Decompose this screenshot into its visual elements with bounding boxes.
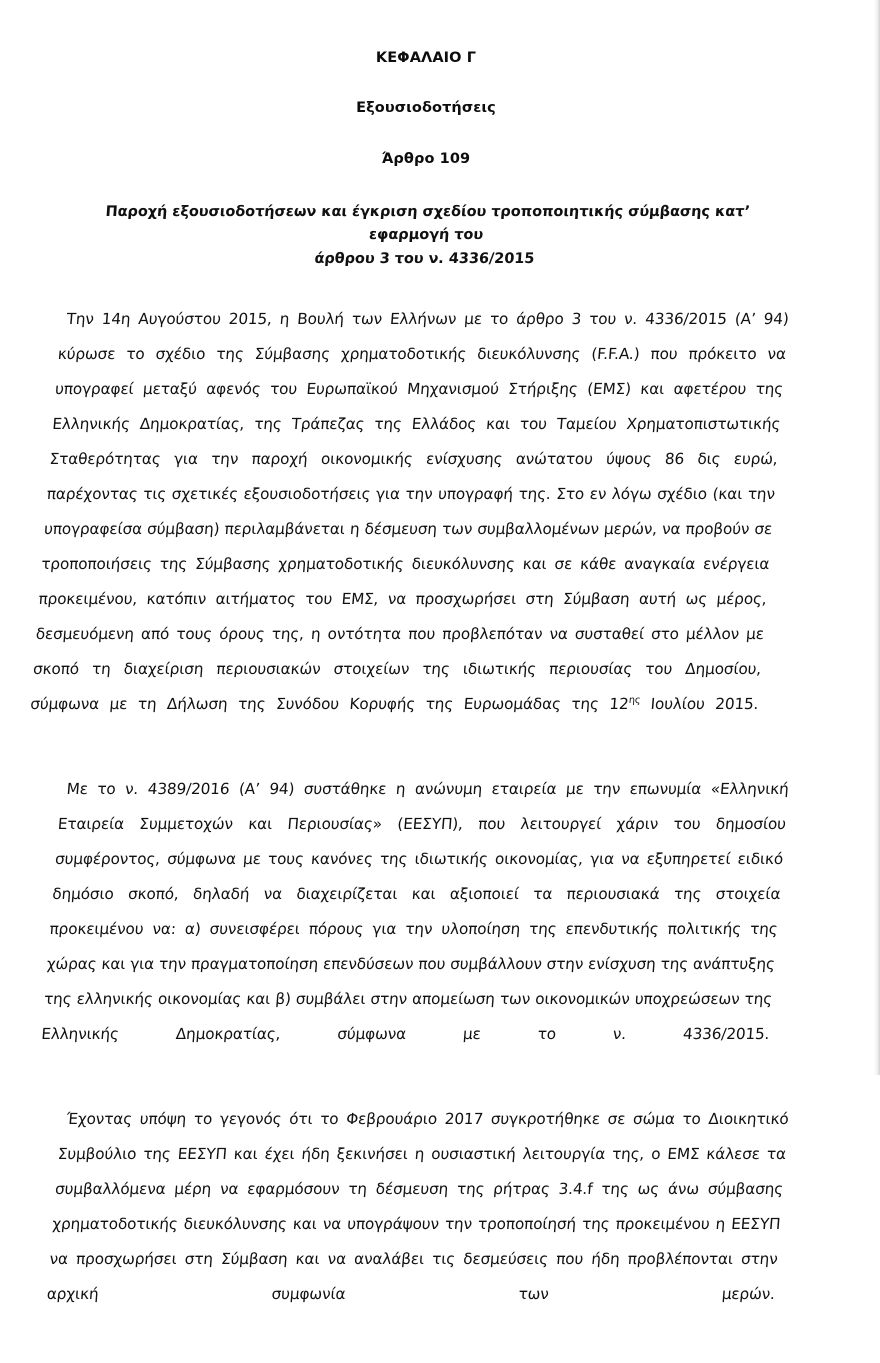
paragraph-2: Με το ν. 4389/2016 (Α’ 94) συστάθηκε η ανώνυμη εταιρεία με την επωνυμία «Ελληνική Εταιρεία Συμμετοχών και Περιουσίας» (ΕΕΣΥΠ), που λειτουργεί χάριν του δημοσίου συμφέροντος, σύμφωνα με τους κανόνες της ιδιωτικής οικονομίας, για να εξυπηρετεί ειδικό δημόσιο σκοπό, δηλαδή να διαχειρίζεται και αξιοποιεί τα περιουσιακά της στοιχεία προκειμένου να: α) συνεισφέρει πόρους για την υλοποίηση της επενδυτικής πολιτικής της χώρας και για την πραγματοποίηση επενδύσεων που συμβάλλουν στην ενίσχυση της ανάπτυξης της ελληνικής οικονομίας και β) συμβάλει στην απομείωση των οικονομικών υποχρεώσεων της Ελληνικής Δημοκρατίας, σύμφωνα με το ν. 4336/2015.: [40, 779, 790, 1043]
article-title: [60, 201, 793, 271]
ordinal-suffix: ης: [628, 694, 641, 706]
paragraph-3: Έχοντας υπόψη το γεγονός ότι το Φεβρουάριο 2017 συγκροτήθηκε σε σώμα το Διοικητικό Συμβούλιο της ΕΕΣΥΠ και έχει ήδη ξεκινήσει η ουσιαστική λειτουργία της, ο ΕΜΣ κάλεσε τα συμβαλλόμενα μέρη να εφαρμόσουν τη δέσμευση της ρήτρας 3.4.f της ως άνω σύμβασης χρηματοδοτικής διευκόλυνσης και να υπογράψουν την τροποποίησή της προκειμένου η ΕΕΣΥΠ να προσχωρήσει στη Σύμβαση και να αναλάβει τις δεσμεύσεις που ήδη προβλέπονται στην αρχική συμφωνία των μερών.: [46, 1110, 790, 1304]
paragraph-1-text-before-ordinal: Την 14η Αυγούστου 2015, η Βουλή των Ελλήνων με το άρθρο 3 του ν. 4336/2015 (Α’ 94) κύρωσε το σχέδιο της Σύμβασης χρηματοδοτικής διευκόλυνσης (F.F.A.) που πρόκειτο να υπογραφεί μεταξύ αφενός του Ευρωπαϊκού Μηχανισμού Στήριξης (ΕΜΣ) και αφετέρου της Ελληνικής Δημοκρατίας, της Τράπεζας της Ελλάδος και του Ταμείου Χρηματοπιστωτικής Σταθερότητας για την παροχή οικονομικής ενίσχυσης ανώτατου ύψους 86 δις ευρώ, παρέχοντας τις σχετικές εξουσιοδοτήσεις για την υπογραφή της. Στο εν λόγω σχέδιο (και την υπογραφείσα σύμβαση) περιλαμβάνεται η δέσμευση των συμβαλλομένων μερών, να προβούν σε τροποποιήσεις της Σύμβασης χρηματοδοτικής διευκόλυνσης και σε κάθε αναγκαία ενέργεια προκειμένου, κατόπιν αιτήματος του ΕΜΣ, να προσχωρήσει στη Σύμβαση αυτή ως μέρος, δεσμευόμενη από τους όρους της, η οντότητα που προβλεπόταν να συσταθεί στο μέλλον με σκοπό τη διαχείριση περιουσιακών στοιχείων της ιδιωτικής περιουσίας του Δημοσίου, σύμφωνα με τη Δήλωση της Συνόδου Κορυφής της Ευρωομάδας της 12: [29, 309, 790, 713]
document-content: [29, 0, 790, 1363]
paragraph-1-text-after-ordinal: Ιουλίου 2015.: [639, 694, 760, 713]
article-title-line-1: Παροχή εξουσιοδοτήσεων και έγκριση σχεδίου τροποποιητικής σύμβασης κατ’ εφαρμογή του: [104, 204, 751, 244]
section-heading: Εξουσιοδοτήσεις: [356, 100, 496, 117]
article-title-line-2: άρθρου 3 του ν. 4336/2015: [313, 251, 535, 268]
chapter-heading: ΚΕΦΑΛΑΙΟ Γ: [375, 50, 477, 66]
scan-edge-artifact: [874, 0, 880, 1075]
article-heading: Άρθρο 109: [381, 150, 471, 167]
paragraph-1: [26, 302, 790, 757]
